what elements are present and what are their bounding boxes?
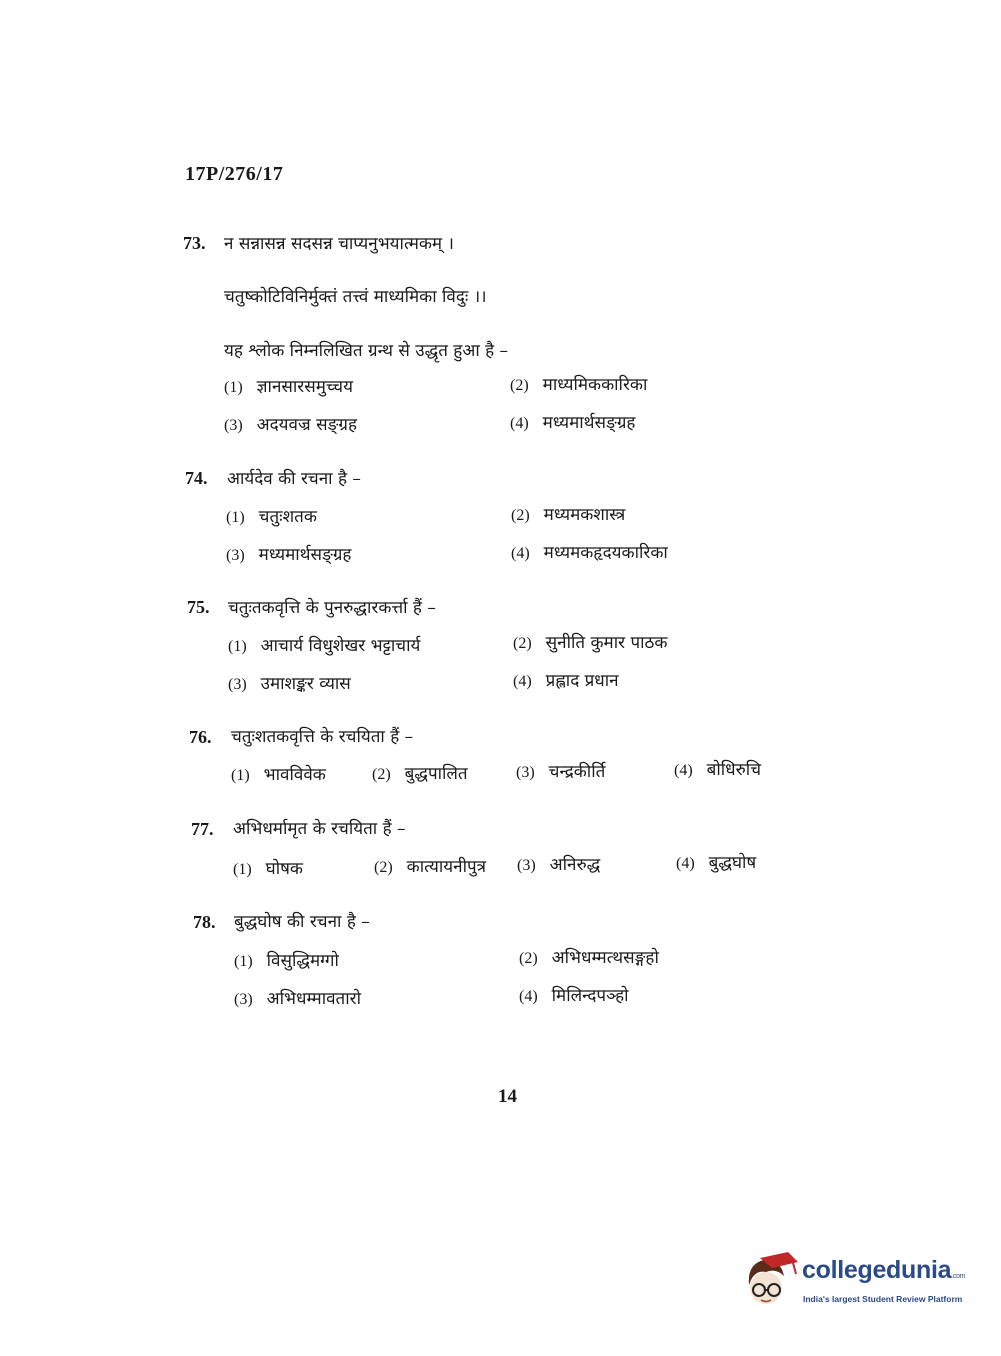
option-number: (3) — [228, 676, 247, 693]
option-3 — [226, 542, 351, 565]
paper-code: 17P/276/17 — [185, 163, 284, 185]
option-text: घोषक — [265, 859, 303, 879]
option-4 — [519, 983, 629, 1006]
option-1 — [228, 633, 420, 656]
option-3 — [224, 412, 357, 435]
option-number: (4) — [519, 988, 538, 1005]
option-number: (3) — [226, 547, 245, 564]
page-number: 14 — [498, 1086, 517, 1107]
option-text: भावविवेक — [263, 765, 326, 785]
option-1 — [233, 856, 303, 879]
question-number: 75. — [187, 597, 210, 617]
option-1 — [234, 948, 339, 971]
student-mascot-icon — [742, 1250, 800, 1316]
option-text: बोधिरुचि — [706, 760, 761, 780]
option-number: (2) — [513, 635, 532, 652]
option-4 — [676, 850, 756, 873]
option-number: (4) — [511, 545, 530, 562]
question-text: बुद्धघोष की रचना है – — [234, 912, 370, 932]
option-text: कात्यायनीपुत्र — [406, 857, 487, 877]
option-2 — [372, 761, 468, 784]
option-1 — [231, 762, 326, 785]
option-1 — [224, 374, 353, 397]
option-number: (1) — [233, 861, 252, 878]
option-1 — [226, 504, 317, 527]
option-number: (4) — [674, 762, 693, 779]
option-number: (1) — [228, 638, 247, 655]
question-number: 76. — [189, 727, 212, 747]
option-text: प्रह्लाद प्रधान — [545, 671, 619, 691]
option-text: चन्द्रकीर्ति — [548, 762, 606, 782]
question-text: चतुःशतकवृत्ति के रचयिता हैं – — [231, 727, 414, 747]
option-2 — [513, 630, 667, 653]
option-number: (4) — [513, 673, 532, 690]
option-text: मध्यमकशास्त्र — [543, 505, 626, 525]
option-4 — [674, 757, 761, 780]
question-text: यह श्लोक निम्नलिखित ग्रन्थ से उद्धृत हुआ है – — [224, 341, 509, 361]
option-3 — [228, 671, 351, 694]
option-number: (3) — [516, 764, 535, 781]
question-number: 78. — [193, 912, 216, 932]
brand-wordmark: collegedunia — [802, 1256, 952, 1284]
option-text: मिलिन्दपञ्हो — [551, 986, 629, 1006]
question-number: 77. — [191, 819, 214, 839]
option-number: (1) — [231, 767, 250, 784]
question-text: चतुःतकवृत्ति के पुनरुद्धारकर्त्ता हैं – — [228, 598, 436, 618]
option-number: (3) — [517, 857, 536, 874]
question-text: आर्यदेव की रचना है – — [227, 469, 361, 489]
option-4 — [511, 540, 668, 563]
option-number: (1) — [224, 379, 243, 396]
option-number: (4) — [510, 415, 529, 432]
option-2 — [510, 372, 647, 395]
option-4 — [510, 410, 635, 433]
option-text: मध्यमार्थसङ्ग्रह — [258, 545, 352, 565]
question-number: 73. — [183, 233, 206, 253]
question-text: चतुष्कोटिविनिर्मुक्तं तत्त्वं माध्यमिका विदुः ।। — [224, 287, 487, 307]
question-number: 74. — [185, 468, 208, 488]
option-2 — [374, 854, 486, 877]
option-text: अभिधम्मत्थसङ्गहो — [551, 948, 659, 968]
option-text: अभिधम्मावतारो — [266, 989, 362, 1009]
brand-domain: .com — [951, 1273, 966, 1280]
option-number: (3) — [224, 417, 243, 434]
option-number: (3) — [234, 991, 253, 1008]
option-number: (1) — [226, 509, 245, 526]
option-3 — [517, 852, 600, 875]
option-2 — [511, 502, 625, 525]
option-number: (2) — [510, 377, 529, 394]
brand-name — [802, 1256, 965, 1285]
option-2 — [519, 945, 659, 968]
option-number: (2) — [519, 950, 538, 967]
option-text: बुद्धघोष — [708, 853, 757, 873]
option-number: (2) — [511, 507, 530, 524]
option-text: माध्यमिककारिका — [542, 375, 648, 395]
option-text: आचार्य विधुशेखर भट्टाचार्य — [260, 636, 421, 656]
option-number: (1) — [234, 953, 253, 970]
question-text: अभिधर्मामृत के रचयिता हैं – — [233, 819, 406, 839]
option-text: ज्ञानसारसमुच्चय — [256, 377, 353, 397]
option-text: सुनीति कुमार पाठक — [545, 633, 668, 653]
option-text: अदयवज्र सङ्ग्रह — [256, 415, 358, 435]
option-number: (4) — [676, 855, 695, 872]
option-text: उमाशङ्कर व्यास — [260, 674, 351, 694]
collegedunia-logo — [742, 1250, 972, 1320]
option-text: बुद्धपालित — [404, 764, 468, 784]
option-text: अनिरुद्ध — [549, 855, 601, 875]
option-4 — [513, 668, 619, 691]
option-text: चतुःशतक — [258, 507, 317, 527]
option-text: मध्यमकहृदयकारिका — [543, 543, 668, 563]
question-text: न सन्नासन्न सदसन्न चाप्यनुभयात्मकम् । — [224, 234, 454, 254]
option-3 — [234, 986, 361, 1009]
brand-tagline: India's largest Student Review Platform — [803, 1294, 963, 1304]
option-number: (2) — [372, 766, 391, 783]
option-text: मध्यमार्थसङ्ग्रह — [542, 413, 636, 433]
option-3 — [516, 759, 605, 782]
option-number: (2) — [374, 859, 393, 876]
option-text: विसुद्धिमग्गो — [266, 951, 339, 971]
